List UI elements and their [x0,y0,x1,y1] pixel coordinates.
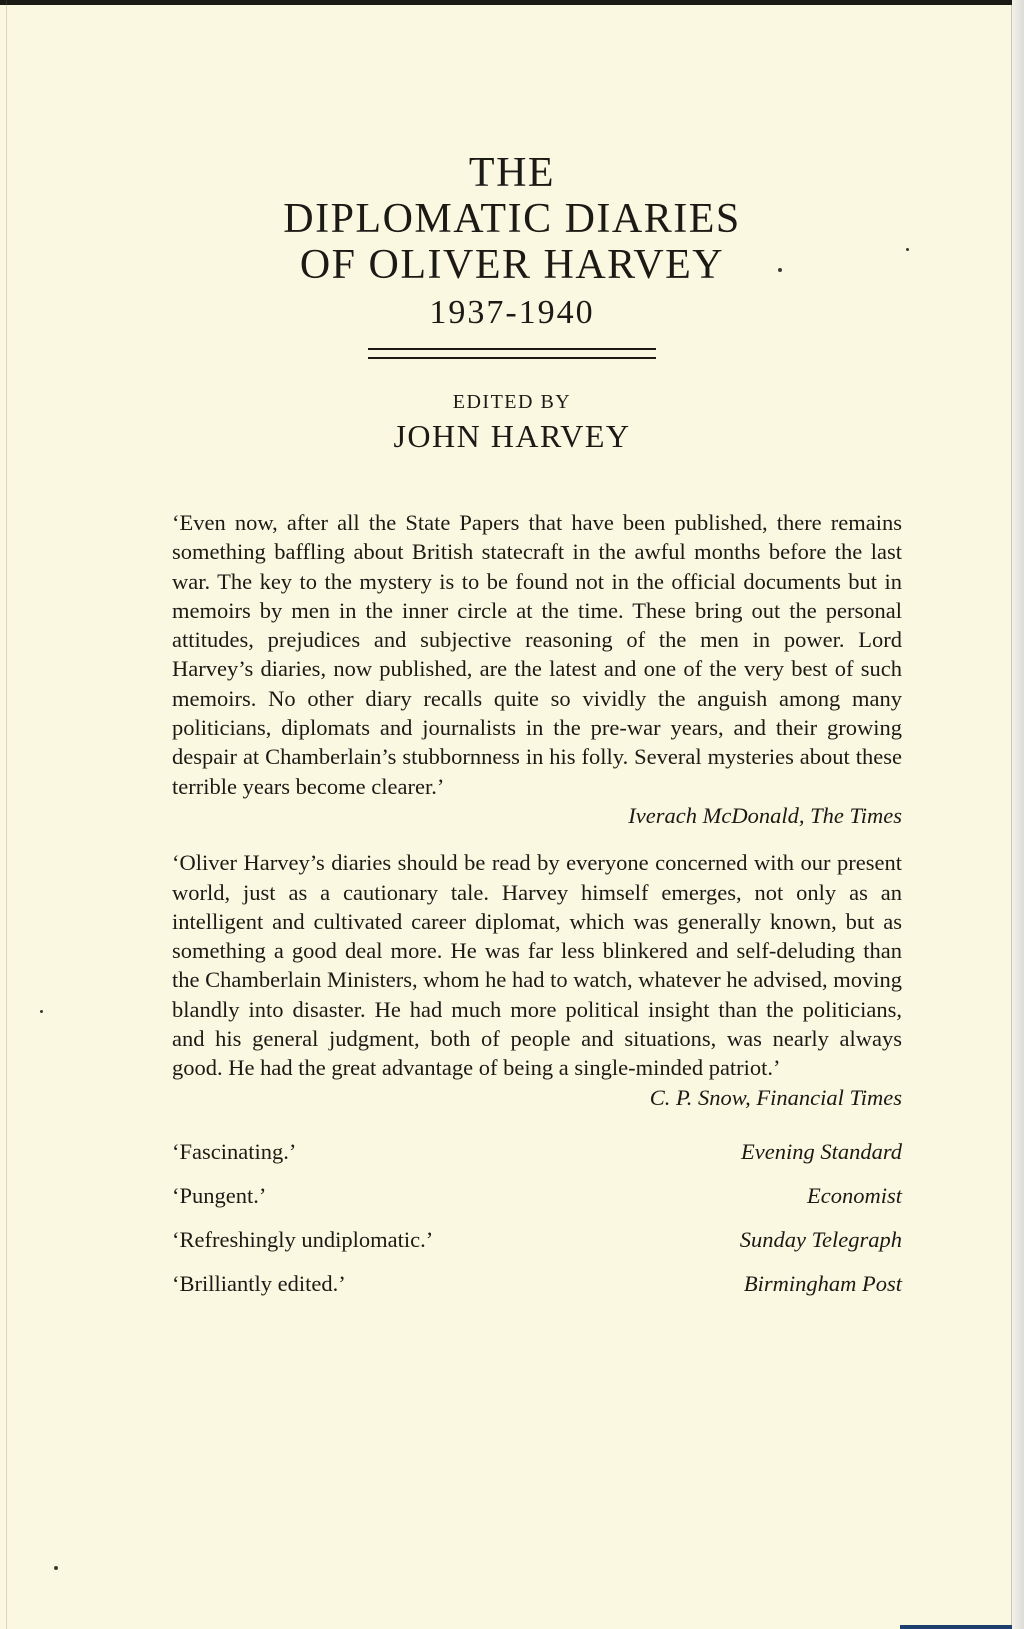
book-years: 1937-1940 [429,294,595,331]
paper-speck [54,1566,58,1570]
paper-speck [40,1010,43,1013]
short-review-source: Sunday Telegraph [739,1226,902,1252]
short-review-quote: ‘Refreshingly undiplomatic.’ [172,1226,434,1252]
short-review-row [172,1130,902,1174]
title-block [0,150,1024,455]
short-review-quote: ‘Brilliantly edited.’ [172,1270,346,1296]
short-review-source: Birmingham Post [743,1270,902,1296]
edited-by-label: EDITED BY [452,391,572,413]
review-attribution: C. P. Snow, Financial Times [649,1084,902,1110]
review-quote: ‘Even now, after all the State Papers that have been published, there remains something baffling about British statecraft in the awful months before the last war. The key to the mystery is to be found not in the official documents but in memoirs by men in the inner circle at the time. These bring out the personal attitudes, prejudices and subjective reasoning of the men in power. Lord Harvey’s diaries, now published, are the latest and one of the very best of such memoirs. No other diary recalls quite so vividly the anguish among many politicians, diplomats and journalists in the pre-war years, and their growing despair at Chamberlain’s stubbornness in his folly. Several mysteries about these terrible years become clearer.’ [172,510,902,799]
short-review-source: Evening Standard [740,1138,902,1164]
short-review-row [172,1174,902,1218]
scan-edge-top [0,0,1012,5]
short-review-row [172,1262,902,1306]
short-reviews-list [172,1130,902,1306]
reviews-section [172,508,902,1306]
short-review-quote: ‘Pungent.’ [172,1182,267,1208]
scan-edge-bottom [900,1625,1012,1629]
book-title-line-1: THE [468,150,556,196]
short-review-row [172,1218,902,1262]
short-review-quote: ‘Fascinating.’ [172,1138,297,1164]
book-title-line-3: OF OLIVER HARVEY [299,242,725,288]
book-title-line-2: DIPLOMATIC DIARIES [283,196,741,242]
review-quote: ‘Oliver Harvey’s diaries should be read by everyone concerned with our present world, just as a cautionary tale. Harvey himself emerges, not only as an intelligent and cultivated career diplomat, which was generally known, but as something a good deal more. He was far less blinkered and self-deluding than the Chamberlain Ministers, whom he had to watch, whatever he advised, moving blandly into disaster. He had much more political insight than the politicians, and his general judgment, both of people and situations, was nearly always good. He had the great advantage of being a single-minded patriot.’ [172,850,902,1081]
editor-name: JOHN HARVEY [393,418,631,454]
short-review-source: Economist [807,1182,902,1208]
review-attribution: Iverach McDonald, The Times [628,802,902,828]
title-double-rule [368,348,656,359]
